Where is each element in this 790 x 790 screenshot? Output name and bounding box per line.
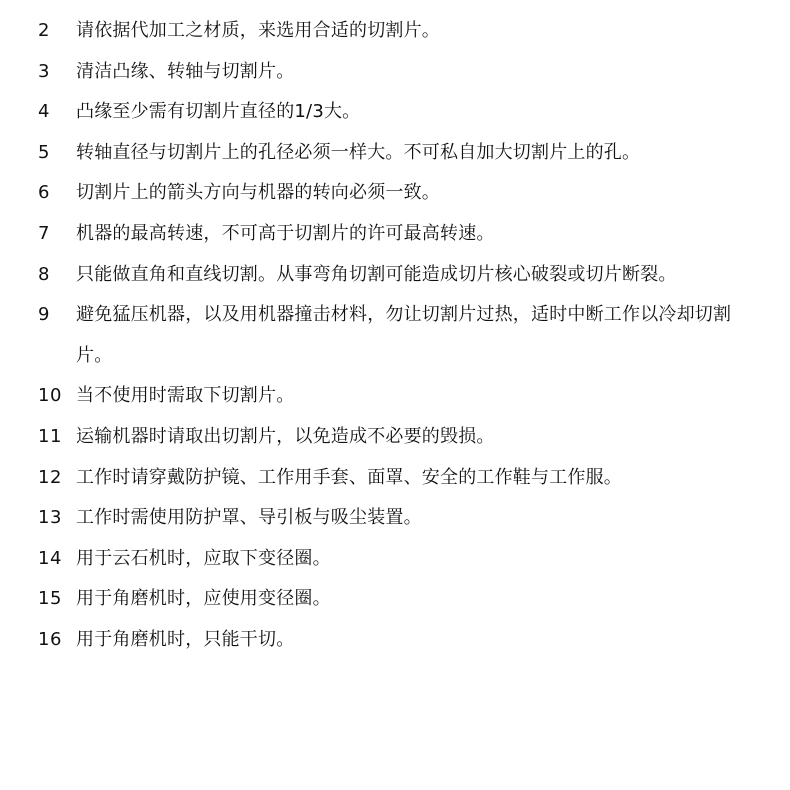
list-item bbox=[0, 92, 790, 133]
instruction-list bbox=[0, 11, 790, 661]
item-text: 工作时请穿戴防护镜、工作用手套、面罩、安全的工作鞋与工作服。 bbox=[76, 466, 622, 488]
list-item bbox=[0, 173, 790, 214]
item-number: 6 bbox=[38, 182, 50, 204]
item-number: 10 bbox=[38, 385, 62, 407]
item-text: 用于角磨机时，应使用变径圈。 bbox=[76, 588, 331, 610]
list-item bbox=[0, 579, 790, 620]
item-number: 2 bbox=[38, 20, 50, 41]
item-number: 11 bbox=[38, 425, 62, 447]
list-item bbox=[0, 214, 790, 255]
item-number: 15 bbox=[38, 588, 62, 610]
list-item bbox=[0, 539, 790, 580]
list-item bbox=[0, 295, 790, 376]
item-text: 凸缘至少需有切割片直径的1/3大。 bbox=[76, 101, 361, 123]
list-item bbox=[0, 620, 790, 661]
item-text: 清洁凸缘、转轴与切割片。 bbox=[76, 60, 295, 82]
item-text: 用于云石机时，应取下变径圈。 bbox=[76, 547, 331, 569]
list-item bbox=[0, 255, 790, 296]
list-item bbox=[0, 133, 790, 174]
item-number: 13 bbox=[38, 507, 62, 529]
list-item bbox=[0, 498, 790, 539]
item-number: 9 bbox=[38, 304, 50, 326]
item-text: 当不使用时需取下切割片。 bbox=[76, 385, 295, 407]
item-text: 机器的最高转速，不可高于切割片的许可最高转速。 bbox=[76, 222, 495, 244]
item-text: 避免猛压机器，以及用机器撞击材料，勿让切割片过热，适时中断工作以冷却切割片。 bbox=[76, 304, 732, 366]
list-item bbox=[0, 11, 790, 52]
item-number: 4 bbox=[38, 101, 50, 123]
item-text: 只能做直角和直线切割。从事弯角切割可能造成切片核心破裂或切片断裂。 bbox=[76, 263, 677, 285]
item-number: 12 bbox=[38, 466, 62, 488]
list-item bbox=[0, 458, 790, 499]
item-number: 14 bbox=[38, 547, 62, 569]
item-number: 16 bbox=[38, 628, 62, 650]
item-number: 5 bbox=[38, 141, 50, 163]
list-item bbox=[0, 376, 790, 417]
item-text: 切割片上的箭头方向与机器的转向必须一致。 bbox=[76, 182, 440, 204]
item-text: 用于角磨机时，只能干切。 bbox=[76, 628, 295, 650]
item-number: 3 bbox=[38, 60, 50, 82]
list-item bbox=[0, 52, 790, 93]
item-number: 7 bbox=[38, 222, 50, 244]
item-text: 运输机器时请取出切割片，以免造成不必要的毁损。 bbox=[76, 425, 495, 447]
item-text: 工作时需使用防护罩、导引板与吸尘装置。 bbox=[76, 507, 422, 529]
list-item bbox=[0, 417, 790, 458]
item-text: 请依据代加工之材质，来选用合适的切割片。 bbox=[76, 20, 440, 41]
item-number: 8 bbox=[38, 263, 50, 285]
item-text: 转轴直径与切割片上的孔径必须一样大。不可私自加大切割片上的孔。 bbox=[76, 141, 641, 163]
